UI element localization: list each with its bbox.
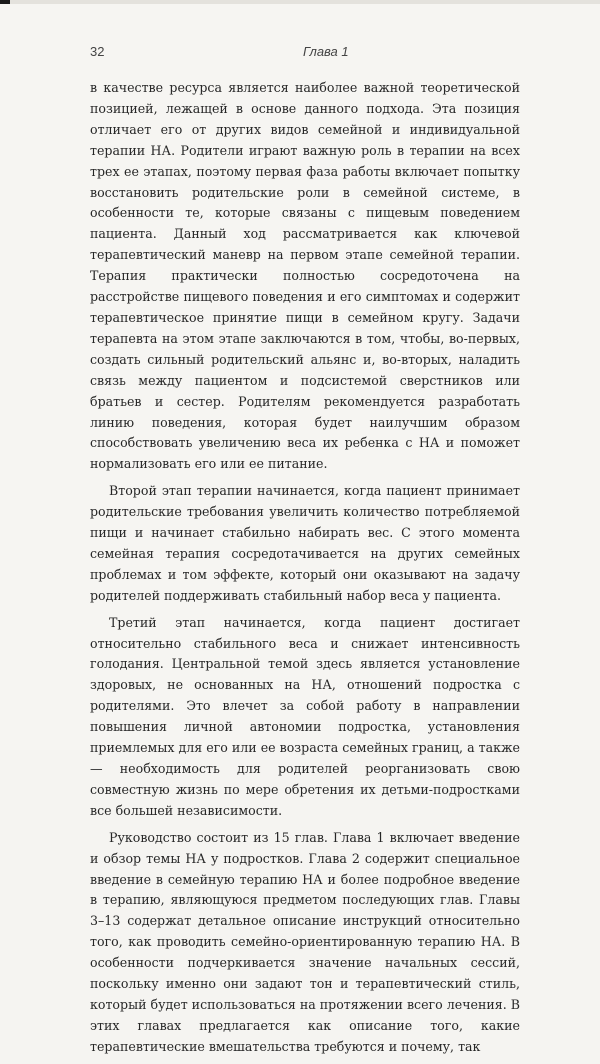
running-header	[90, 44, 520, 62]
top-edge-strip	[0, 0, 600, 4]
body-text	[90, 78, 520, 1064]
paragraph-continued: в качестве ресурса является наиболее важной теоретической позицией, лежащей в основе данного подхода. Эта позиция отличает его от других видов семейной и индивидуальной терапии НА. Родители играют важную роль в терапии на всех трех ее этапах, поэтому первая фаза работы включает попытку восстановить родительские роли в семейной системе, в особенности те, которые связаны с пищевым поведением пациента. Данный ход рассматривается как ключевой терапевтический маневр на первом этапе семейной терапии. Терапия практически полностью сосредоточена на расстройстве пищевого поведения и его симптомах и содержит терапевтическое принятие пищи в семейном кругу. Задачи терапевта на этом этапе заключаются в том, чтобы, во-первых, создать сильный родительский альянс и, во-вторых, наладить связь между пациентом и подсистемой сверстников или братьев и сестер. Родителям рекомендуется разработать линию поведения, которая будет наилучшим образом способствовать увеличению веса их ребенка с НА и поможет нормализовать его или ее питание.	[90, 80, 520, 472]
page-number: 32	[90, 44, 105, 59]
paragraph-guide-structure: Руководство состоит из 15 глав. Глава 1 включает введение и обзор темы НА у подростков. Глава 2 содержит специальное введение в семейную терапию НА и более подробное введение в терапию, являющуюся предметом последующих глав. Главы 3–13 содержат детальное описание инструкций относительно того, как проводить семейно-ориентированную терапию НА. В особенности подчеркивается значение начальных сессий, поскольку именно они задают тон и терапевтический стиль, который будет использоваться на протяжении всего лечения. В этих главах предлагается как описание того, какие терапевтические вмешательства требуются и почему, так	[90, 829, 520, 1054]
corner-mark	[0, 0, 10, 4]
chapter-title: Глава 1	[303, 44, 349, 59]
paragraph-second-stage: Второй этап терапии начинается, когда пациент принимает родительские требования увеличить количество потребляемой пищи и начинает стабильно набирать вес. С этого момента семейная терапия сосредотачивается на других семейных проблемах и том эффекте, который они оказывают на задачу родителей поддерживать стабильный набор веса у пациента.	[90, 483, 520, 603]
paragraph-third-stage: Третий этап начинается, когда пациент достигает относительно стабильного веса и снижает интенсивность голодания. Центральной темой здесь является установление здоровых, не основанных на НА, отношений подростка с родителями. Это влечет за собой работу в направлении повышения личной автономии подростка, установления приемлемых для его или ее возраста семейных границ, а также — необходимость для родителей реорганизовать свою совместную жизнь по мере обретения их детьми-подростками все большей независимости.	[90, 614, 520, 818]
